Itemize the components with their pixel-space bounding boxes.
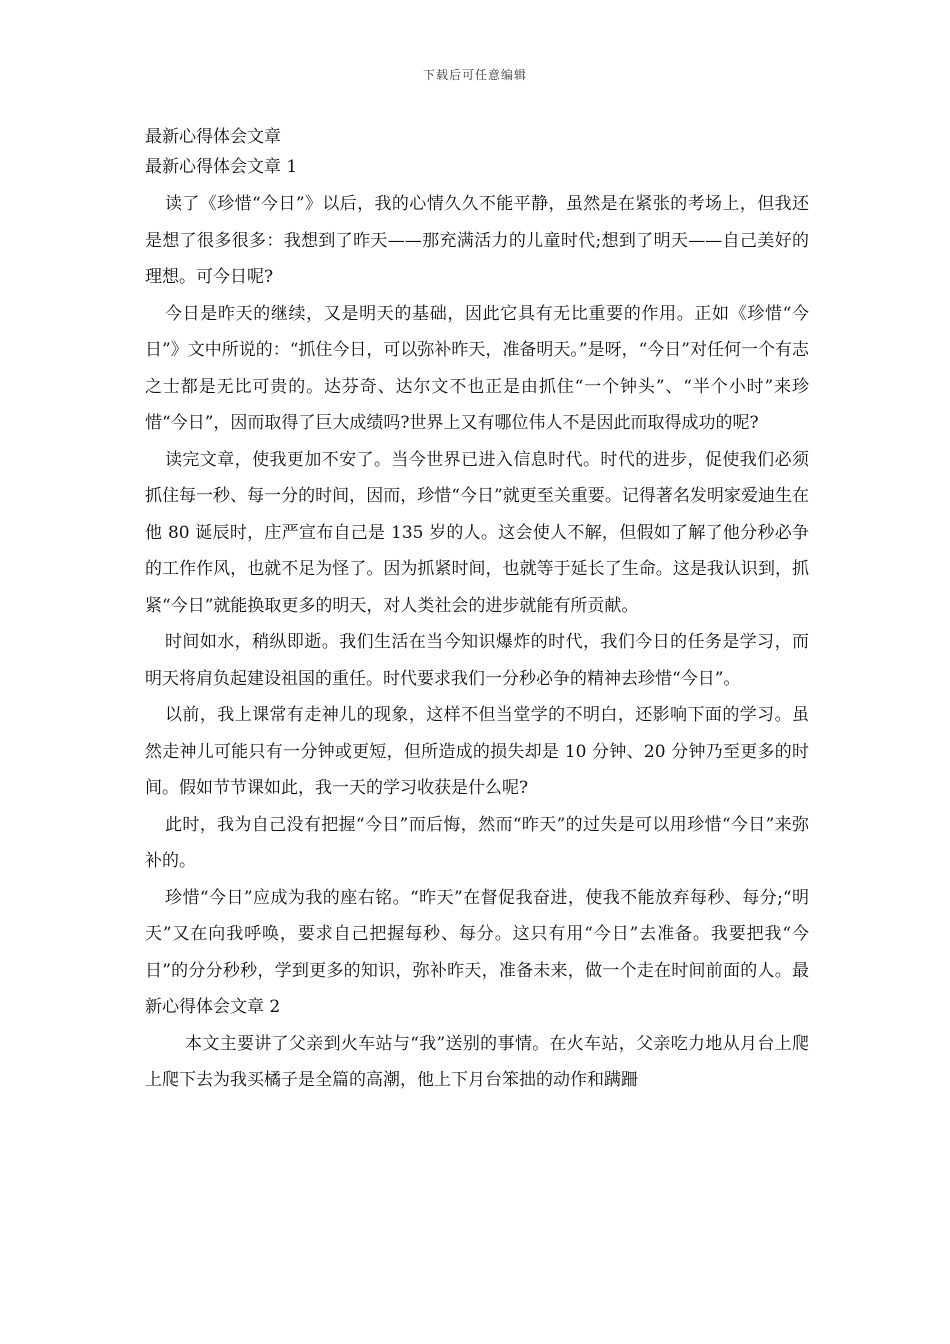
document-title: 最新心得体会文章: [145, 127, 281, 147]
header-note: 下载后可任意编辑: [422, 68, 527, 82]
paragraph: 以前，我上课常有走神儿的现象，这样不但当堂学的不明白，还影响下面的学习。虽然走神儿可能只有一分钟或更短，但所造成的损失却是 10 分钟、20 分钟乃至更多的时间。假如节节课如此，我一天的学习收获是什么呢?: [145, 705, 809, 798]
paragraph: 本文主要讲了父亲到火车站与“我”送别的事情。在火车站，父亲吃力地从月台上爬上爬下去为我买橘子是全篇的高潮，他上下月台笨拙的动作和蹒跚: [145, 1033, 809, 1090]
paragraph: 读完文章，使我更加不安了。当今世界已进入信息时代。时代的进步，促使我们必须抓住每一秒、每一分的时间，因而，珍惜“今日”就更至关重要。记得著名发明家爱迪生在他 80 诞辰时，庄严宣布自己是 135 岁的人。这会使人不解，但假如了解了他分秒必争的工作作风，也就不足为怪了。因为抓紧时间，也就等于延长了生命。这是我认识到，抓紧“今日”就能换取更多的明天，对人类社会的进步就能有所贡献。: [145, 449, 809, 616]
paragraph: 读了《珍惜“今日”》以后，我的心情久久不能平静，虽然是在紧张的考场上，但我还是想了很多很多：我想到了昨天——那充满活力的儿童时代;想到了明天——自己美好的理想。可今日呢?: [145, 194, 809, 287]
paragraph: 此时，我为自己没有把握“今日”而后悔，然而“昨天”的过失是可以用珍惜“今日”来弥补的。: [145, 814, 809, 871]
paragraph: 珍惜“今日”应成为我的座右铭。“昨天”在督促我奋进，使我不能放弃每秒、每分;“明天”又在向我呼唤，要求自己把握每秒、每分。这只有用“今日”去准备。我要把我“今日”的分分秒秒，学到更多的知识，弥补昨天，准备未来，做一个走在时间前面的人。最新心得体会文章 2: [145, 887, 809, 1017]
section-title: 最新心得体会文章 1: [145, 157, 298, 177]
paragraph: 今日是昨天的继续，又是明天的基础，因此它具有无比重要的作用。正如《珍惜“今日”》文中所说的：“抓住今日，可以弥补昨天，准备明天。”是呀，“今日”对任何一个有志之士都是无比可贵的。达芬奇、达尔文不也正是由抓住“一个钟头”、“半个小时”来珍惜“今日”，因而取得了巨大成绩吗?世界上又有哪位伟人不是因此而取得成功的呢?: [145, 303, 809, 433]
paragraph: 时间如水，稍纵即逝。我们生活在当今知识爆炸的时代，我们今日的任务是学习，而明天将肩负起建设祖国的重任。时代要求我们一分秒必争的精神去珍惜“今日”。: [145, 632, 809, 689]
document-body: [145, 122, 809, 1099]
